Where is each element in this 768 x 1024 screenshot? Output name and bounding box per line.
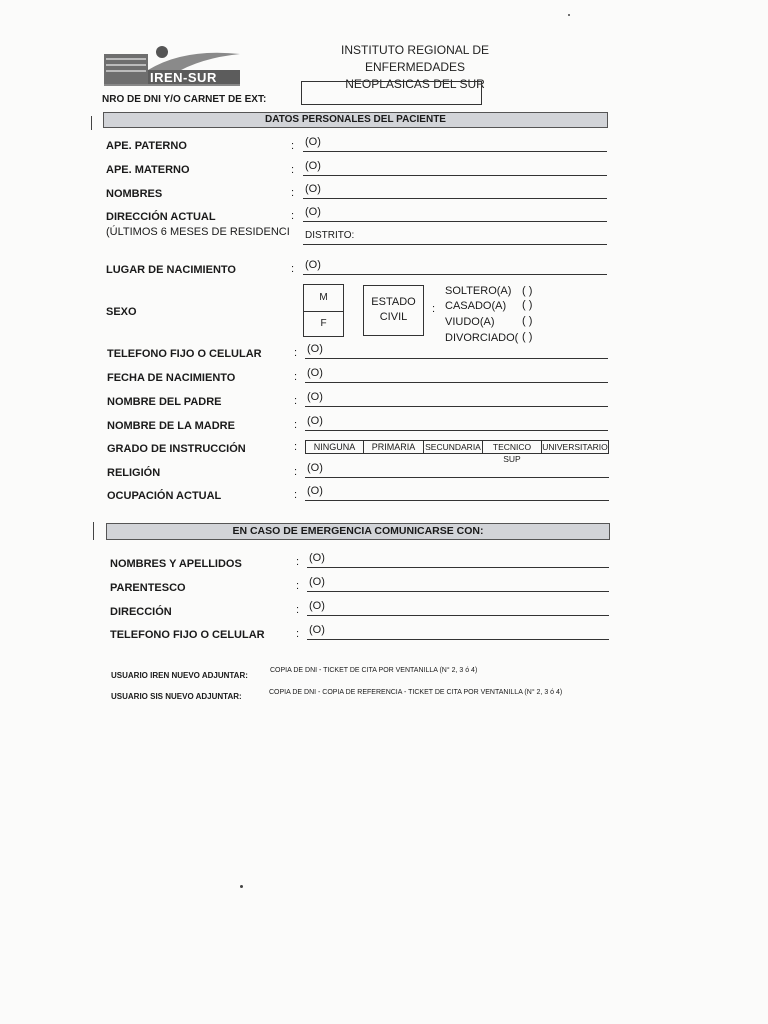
field-mark: (O) — [307, 485, 323, 497]
nombre-madre-label: NOMBRE DE LA MADRE — [107, 420, 235, 432]
nombres-label: NOMBRES — [106, 188, 163, 200]
estado-label: ESTADO — [371, 296, 416, 308]
civil-label: CIVIL — [379, 311, 408, 323]
casado-check[interactable]: ( ) — [522, 299, 533, 311]
colon: : — [296, 604, 300, 616]
direccion-note: (ÚLTIMOS 6 MESES DE RESIDENCI — [106, 226, 290, 238]
iren-note-text: COPIA DE DNI - TICKET DE CITA POR VENTANILLA (N° 2, 3 ó 4) — [270, 667, 478, 674]
nombre-padre-label: NOMBRE DEL PADRE — [107, 396, 222, 408]
nombre-madre-field[interactable] — [305, 416, 608, 431]
lugar-nacimiento-label: LUGAR DE NACIMIENTO — [106, 264, 236, 276]
grado-label: GRADO DE INSTRUCCIÓN — [107, 443, 246, 455]
ocupacion-label: OCUPACIÓN ACTUAL — [107, 490, 222, 502]
edu-secundaria[interactable]: SECUNDARIA — [423, 440, 483, 454]
dni-input-box[interactable] — [301, 81, 482, 105]
edu-universitario[interactable]: UNIVERSITARIO — [542, 442, 608, 452]
field-mark: (O) — [309, 552, 325, 564]
colon: : — [296, 556, 300, 568]
nombre-padre-field[interactable] — [305, 392, 608, 407]
colon: : — [291, 263, 295, 275]
field-mark: (O) — [305, 206, 321, 218]
field-mark: (O) — [307, 391, 323, 403]
field-mark: (O) — [305, 160, 321, 172]
colon: : — [291, 210, 295, 222]
section-emergency-header: EN CASO DE EMERGENCIA COMUNICARSE CON: — [106, 523, 610, 540]
sexo-label: SEXO — [106, 306, 137, 318]
nombres-field[interactable] — [303, 184, 607, 199]
field-mark: (O) — [307, 343, 323, 355]
telefono-field[interactable] — [305, 344, 608, 359]
colon: : — [294, 441, 298, 453]
scan-mark — [93, 522, 94, 540]
scan-speck — [240, 885, 243, 888]
soltero-option[interactable]: SOLTERO(A) — [445, 285, 512, 297]
institution-line2: NEOPLASICAS DEL SUR — [345, 77, 485, 91]
divorciado-option[interactable]: DIVORCIADO( — [445, 332, 519, 344]
iren-note-label: USUARIO IREN NUEVO ADJUNTAR: — [111, 671, 248, 680]
institution-line1: INSTITUTO REGIONAL DE ENFERMEDADES — [340, 43, 490, 74]
colon: : — [294, 466, 298, 478]
ape-materno-field[interactable] — [303, 161, 607, 176]
colon: : — [294, 347, 298, 359]
logo-text: IREN-SUR — [150, 70, 217, 85]
colon: : — [294, 395, 298, 407]
direccion-field[interactable] — [303, 207, 607, 222]
colon: : — [432, 303, 436, 315]
distrito-label: DISTRITO: — [305, 230, 355, 241]
emerg-telefono-field[interactable] — [307, 625, 609, 640]
soltero-check[interactable]: ( ) — [522, 285, 533, 297]
ocupacion-field[interactable] — [305, 486, 609, 501]
viudo-check[interactable]: ( ) — [522, 315, 533, 327]
sexo-m-box[interactable]: M — [303, 284, 344, 312]
lugar-nacimiento-field[interactable] — [303, 260, 607, 275]
parentesco-label: PARENTESCO — [110, 582, 186, 594]
edu-tecnico-sup[interactable]: TECNICO SUP — [482, 440, 542, 454]
field-mark: (O) — [307, 367, 323, 379]
scan-speck — [568, 14, 570, 16]
field-mark: (O) — [305, 136, 321, 148]
edu-primaria[interactable]: PRIMARIA — [363, 440, 424, 454]
field-mark: (O) — [307, 462, 323, 474]
religion-field[interactable] — [305, 463, 609, 478]
emerg-direccion-field[interactable] — [307, 601, 609, 616]
section-personal-header: DATOS PERSONALES DEL PACIENTE — [103, 112, 608, 128]
field-mark: (O) — [305, 259, 321, 271]
dni-label: NRO DE DNI Y/O CARNET DE EXT: — [102, 94, 267, 105]
colon: : — [291, 164, 295, 176]
edu-ninguna[interactable]: NINGUNA — [305, 440, 364, 454]
colon: : — [294, 489, 298, 501]
telefono-label: TELEFONO FIJO O CELULAR — [107, 348, 262, 360]
religion-label: RELIGIÓN — [107, 467, 161, 479]
field-mark: (O) — [307, 415, 323, 427]
emerg-direccion-label: DIRECCIÓN — [110, 606, 172, 618]
ape-paterno-field[interactable] — [303, 137, 607, 152]
divorciado-check[interactable]: ( ) — [522, 331, 533, 343]
colon: : — [294, 371, 298, 383]
field-mark: (O) — [305, 183, 321, 195]
field-mark: (O) — [309, 600, 325, 612]
ape-materno-label: APE. MATERNO — [106, 164, 190, 176]
fecha-nacimiento-field[interactable] — [305, 368, 608, 383]
colon: : — [291, 140, 295, 152]
sis-note-label: USUARIO SIS NUEVO ADJUNTAR: — [111, 692, 242, 701]
colon: : — [294, 419, 298, 431]
fecha-nacimiento-label: FECHA DE NACIMIENTO — [107, 372, 236, 384]
parentesco-field[interactable] — [307, 577, 609, 592]
scan-mark — [91, 116, 92, 130]
ape-paterno-label: APE. PATERNO — [106, 140, 187, 152]
distrito-field[interactable] — [303, 230, 607, 245]
estado-civil-box — [363, 285, 424, 336]
colon: : — [296, 628, 300, 640]
direccion-label: DIRECCIÓN ACTUAL — [106, 211, 216, 223]
colon: : — [296, 580, 300, 592]
sexo-f-box[interactable]: F — [303, 311, 344, 337]
field-mark: (O) — [309, 576, 325, 588]
field-mark: (O) — [309, 624, 325, 636]
sis-note-text: COPIA DE DNI - COPIA DE REFERENCIA - TICKET DE CITA POR VENTANILLA (N° 2, 3 ó 4) — [269, 689, 563, 696]
colon: : — [291, 187, 295, 199]
emerg-telefono-label: TELEFONO FIJO O CELULAR — [110, 629, 265, 641]
emerg-nombres-field[interactable] — [307, 553, 609, 568]
viudo-option[interactable]: VIUDO(A) — [445, 316, 495, 328]
casado-option[interactable]: CASADO(A) — [445, 300, 507, 312]
emerg-nombres-label: NOMBRES Y APELLIDOS — [110, 558, 242, 570]
